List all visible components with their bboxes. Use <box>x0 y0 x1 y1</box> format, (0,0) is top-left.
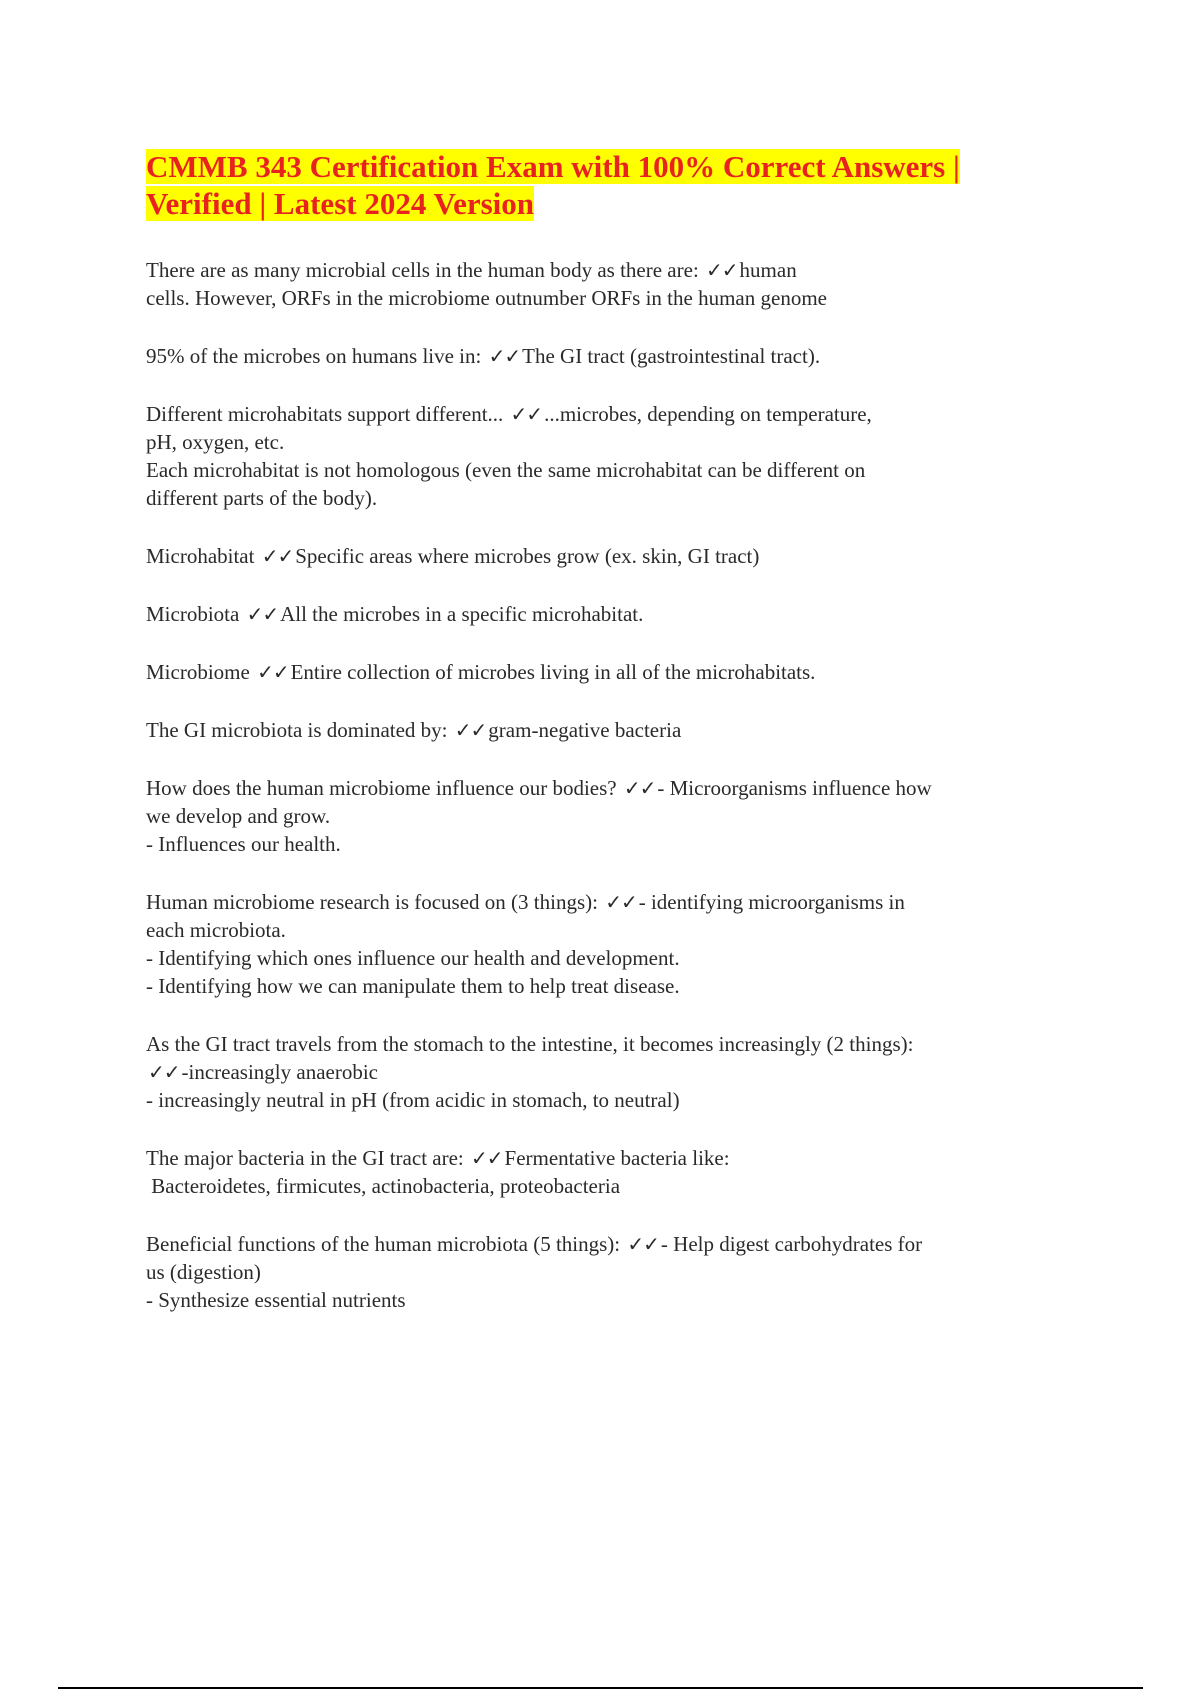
answer-line: we develop and grow. <box>146 804 331 828</box>
qa-item <box>146 888 1056 1000</box>
question-text: How does the human microbiome influence our bodies? <box>146 776 617 800</box>
check-icon: ✓✓ <box>261 544 294 568</box>
question-text: Beneficial functions of the human microbiota (5 things): <box>146 1232 621 1256</box>
qa-first-line <box>146 400 1056 428</box>
answer-line: us (digestion) <box>146 1260 261 1284</box>
qa-item <box>146 716 1056 744</box>
qa-first-line <box>146 888 1056 916</box>
qa-item <box>146 256 1056 312</box>
qa-item <box>146 658 1056 686</box>
answer-text: All the microbes in a specific microhabitat. <box>280 602 644 626</box>
answer-text: ...microbes, depending on temperature, <box>544 402 872 426</box>
qa-first-line <box>146 658 1056 686</box>
answer-line: Bacteroidetes, firmicutes, actinobacteria, proteobacteria <box>146 1174 621 1198</box>
qa-item <box>146 400 1056 512</box>
question-text: Microhabitat <box>146 544 255 568</box>
question-text: The major bacteria in the GI tract are: <box>146 1146 464 1170</box>
qa-item <box>146 542 1056 570</box>
question-text: 95% of the microbes on humans live in: <box>146 344 482 368</box>
qa-item <box>146 1230 1056 1314</box>
qa-item <box>146 342 1056 370</box>
question-text: There are as many microbial cells in the human body as there are: <box>146 258 699 282</box>
check-icon: ✓✓ <box>488 344 521 368</box>
check-icon: ✓✓ <box>471 1146 503 1170</box>
check-icon: ✓✓ <box>454 718 487 742</box>
answer-line: - Synthesize essential nutrients <box>146 1288 406 1312</box>
check-icon: ✓✓ <box>148 1060 180 1084</box>
answer-text: - Help digest carbohydrates for <box>660 1232 923 1256</box>
document-title <box>146 148 1056 222</box>
check-icon: ✓✓ <box>623 776 656 800</box>
check-icon: ✓✓ <box>706 258 738 282</box>
question-line: As the GI tract travels from the stomach to the intestine, it becomes increasingly (2 things): <box>146 1032 914 1056</box>
check-icon: ✓✓ <box>257 660 289 684</box>
qa-first-line <box>146 256 1056 284</box>
title-line-1: CMMB 343 Certification Exam with 100% Correct Answers | <box>146 149 960 184</box>
qa-first-line <box>146 600 1056 628</box>
check-icon: ✓✓ <box>627 1232 659 1256</box>
question-text: Microbiota <box>146 602 240 626</box>
answer-line: cells. However, ORFs in the microbiome outnumber ORFs in the human genome <box>146 286 827 310</box>
answer-text: - Microorganisms influence how <box>657 776 932 800</box>
qa-first-line <box>146 774 1056 802</box>
answer-line: Each microhabitat is not homologous (even the same microhabitat can be different on <box>146 458 866 482</box>
title-line-2: Verified | Latest 2024 Version <box>146 186 534 221</box>
answer-text: Entire collection of microbes living in all of the microhabitats. <box>290 660 816 684</box>
answer-line: pH, oxygen, etc. <box>146 430 285 454</box>
check-icon: ✓✓ <box>510 402 543 426</box>
check-icon: ✓✓ <box>605 890 637 914</box>
check-icon: ✓✓ <box>246 602 279 626</box>
qa-answer-first-line <box>146 1058 1056 1086</box>
qa-item <box>146 600 1056 628</box>
answer-text: -increasingly anaerobic <box>181 1060 379 1084</box>
answer-text: gram-negative bacteria <box>488 718 682 742</box>
document-page <box>146 148 1056 1344</box>
qa-item <box>146 1144 1056 1200</box>
question-text: Microbiome <box>146 660 250 684</box>
qa-first-line <box>146 716 1056 744</box>
answer-text: Fermentative bacteria like: <box>504 1146 730 1170</box>
question-text: Human microbiome research is focused on (3 things): <box>146 890 598 914</box>
qa-item <box>146 774 1056 858</box>
answer-text: - identifying microorganisms in <box>638 890 905 914</box>
question-text: Different microhabitats support different... <box>146 402 504 426</box>
answer-text: Specific areas where microbes grow (ex. skin, GI tract) <box>295 544 760 568</box>
answer-line: - increasingly neutral in pH (from acidic in stomach, to neutral) <box>146 1088 680 1112</box>
answer-line: - Identifying which ones influence our health and development. <box>146 946 680 970</box>
answer-text: human <box>739 258 797 282</box>
answer-line: different parts of the body). <box>146 486 378 510</box>
answer-line: each microbiota. <box>146 918 286 942</box>
qa-first-line <box>146 1230 1056 1258</box>
answer-text: The GI tract (gastrointestinal tract). <box>522 344 821 368</box>
qa-item <box>146 1030 1056 1114</box>
answer-line: - Influences our health. <box>146 832 341 856</box>
question-text: The GI microbiota is dominated by: <box>146 718 448 742</box>
qa-first-line <box>146 1144 1056 1172</box>
footer-divider <box>58 1687 1143 1689</box>
qa-first-line <box>146 542 1056 570</box>
answer-line: - Identifying how we can manipulate them to help treat disease. <box>146 974 680 998</box>
qa-first-line <box>146 342 1056 370</box>
